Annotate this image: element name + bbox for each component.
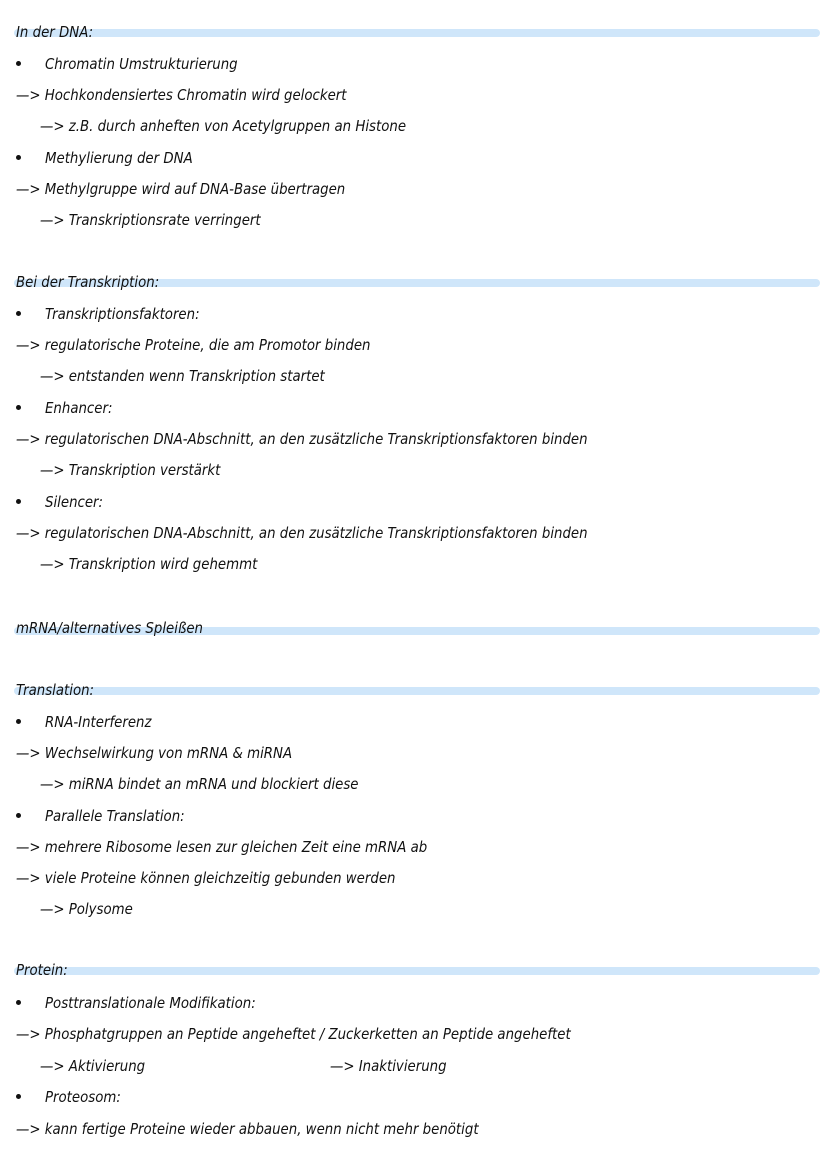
arrow-subline: —> Transkription wird gehemmt [40,555,258,573]
bullet-dot [16,155,21,160]
arrow-line: —> Hochkondensiertes Chromatin wird gelockert [16,86,347,104]
bullet-item: Chromatin Umstrukturierung [45,55,238,73]
arrow-subline: —> Polysome [40,900,133,918]
arrow-subline: —> Transkriptionsrate verringert [40,211,261,229]
arrow-subline: —> entstanden wenn Transkription startet [40,367,325,385]
arrow-line: —> regulatorischen DNA-Abschnitt, an den zusätzliche Transkriptionsfaktoren binden [16,430,588,448]
bullet-dot [16,499,21,504]
bullet-item: Enhancer: [45,399,113,417]
arrow-line: —> mehrere Ribosome lesen zur gleichen Zeit eine mRNA ab [16,838,428,856]
arrow-line: —> regulatorische Proteine, die am Promotor binden [16,336,371,354]
bullet-dot [16,719,21,724]
arrow-subline: —> Aktivierung [40,1057,146,1075]
arrow-line: —> regulatorischen DNA-Abschnitt, an den zusätzliche Transkriptionsfaktoren binden [16,524,588,542]
arrow-line: —> Phosphatgruppen an Peptide angeheftet / Zuckerketten an Peptide angeheftet [16,1025,571,1043]
arrow-line: —> viele Proteine können gleichzeitig gebunden werden [16,869,396,887]
arrow-subline: —> Transkription verstärkt [40,461,221,479]
arrow-line: —> Methylgruppe wird auf DNA-Base übertragen [16,180,346,198]
heading-highlight [14,967,820,975]
bullet-item: Transkriptionsfaktoren: [45,305,200,323]
bullet-item: Methylierung der DNA [45,149,193,167]
bullet-item: RNA-Interferenz [45,713,152,731]
bullet-dot [16,1094,21,1099]
section-heading-transkription: Bei der Transkription: [16,273,160,291]
bullet-dot [16,813,21,818]
section-heading-protein: Protein: [16,961,68,979]
heading-highlight [14,687,820,695]
section-heading-translation: Translation: [16,681,95,699]
bullet-item: Proteosom: [45,1088,121,1106]
section-heading-mrna: mRNA/alternatives Spleißen [16,619,204,637]
section-heading-dna: In der DNA: [16,23,94,41]
arrow-line: —> Wechselwirkung von mRNA & miRNA [16,744,293,762]
bullet-dot [16,61,21,66]
arrow-line: —> kann fertige Proteine wieder abbauen, wenn nicht mehr benötigt [16,1120,479,1138]
arrow-subline: —> z.B. durch anheften von Acetylgruppen an Histone [40,117,407,135]
bullet-dot [16,1000,21,1005]
bullet-dot [16,311,21,316]
arrow-subline-right: —> Inaktivierung [330,1057,447,1075]
bullet-item: Posttranslationale Modifikation: [45,994,256,1012]
arrow-subline: —> miRNA bindet an mRNA und blockiert diese [40,775,359,793]
heading-highlight [14,29,820,37]
bullet-item: Parallele Translation: [45,807,185,825]
bullet-item: Silencer: [45,493,104,511]
bullet-dot [16,405,21,410]
